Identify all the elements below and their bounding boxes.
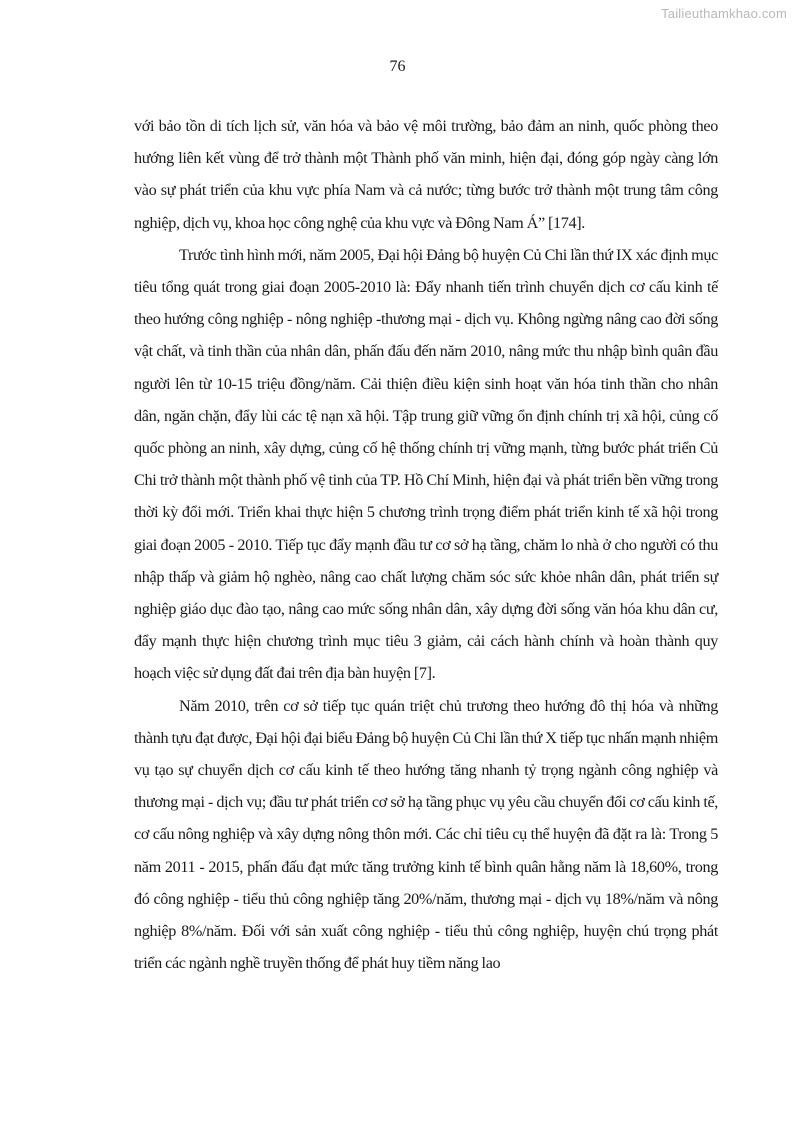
paragraph-2: Trước tình hình mới, năm 2005, Đại hội Đảng bộ huyện Củ Chi lần thứ IX xác định mục tiêu tổng quát trong giai đoạn 2005-2010 là: Đẩy nhanh tiến trình chuyển dịch cơ cấu kinh tế theo hướng công nghiệp - nông nghiệp -thương mại - dịch vụ. Không ngừng nâng cao đời sống vật chất, và tinh thần của nhân dân, phấn đấu đến năm 2010, nâng mức thu nhập bình quân đầu người lên từ 10-15 triệu đồng/năm. Cải thiện điều kiện sinh hoạt văn hóa tinh thần cho nhân dân, ngăn chặn, đẩy lùi các tệ nạn xã hội. Tập trung giữ vững ổn định chính trị xã hội, củng cố quốc phòng an ninh, xây dựng, củng cố hệ thống chính trị vững mạnh, từng bước phát triển Củ Chi trở thành một thành phố vệ tinh của TP. Hồ Chí Minh, hiện đại và phát triển bền vững trong thời kỳ đổi mới. Triển khai thực hiện 5 chương trình trọng điểm phát triển kinh tế xã hội trong giai đoạn 2005 - 2010. Tiếp tục đẩy mạnh đầu tư cơ sở hạ tầng, chăm lo nhà ở cho người có thu nhập thấp và giảm hộ nghèo, nâng cao chất lượng chăm sóc sức khỏe nhân dân, phát triển sự nghiệp giáo dục đào tạo, nâng cao mức sống nhân dân, xây dựng đời sống văn hóa khu dân cư, đẩy mạnh thực hiện chương trình mục tiêu 3 giảm, cải cách hành chính và hoàn thành quy hoạch việc sử dụng đất đai trên địa bàn huyện [7]. <box>134 245 718 683</box>
document-body <box>134 110 718 979</box>
watermark-text: Tailieuthamkhao.com <box>661 6 787 21</box>
page-number: 76 <box>389 58 406 75</box>
paragraph-3: Năm 2010, trên cơ sở tiếp tục quán triệt chủ trương theo hướng đô thị hóa và những thành tựu đạt được, Đại hội đại biểu Đảng bộ huyện Củ Chi lần thứ X tiếp tục nhấn mạnh nhiệm vụ tạo sự chuyển dịch cơ cấu kinh tế theo hướng tăng nhanh tỷ trọng ngành công nghiệp và thương mại - dịch vụ; đầu tư phát triển cơ sở hạ tầng phục vụ yêu cầu chuyển đổi cơ cấu kinh tế, cơ cấu nông nghiệp và xây dựng nông thôn mới. Các chỉ tiêu cụ thể huyện đã đặt ra là: Trong 5 năm 2011 - 2015, phấn đấu đạt mức tăng trưởng kinh tế bình quân hằng năm là 18,60%, trong đó công nghiệp - tiểu thủ công nghiệp tăng 20%/năm, thương mại - dịch vụ 18%/năm và nông nghiệp 8%/năm. Đối với sản xuất công nghiệp - tiểu thủ công nghiệp, huyện chú trọng phát triển các ngành nghề truyền thống để phát huy tiềm năng lao <box>134 696 718 973</box>
paragraph-1: với bảo tồn di tích lịch sử, văn hóa và bảo vệ môi trường, bảo đảm an ninh, quốc phòng theo hướng liên kết vùng để trở thành một Thành phố văn minh, hiện đại, đóng góp ngày càng lớn vào sự phát triển của khu vực phía Nam và cả nước; từng bước trở thành một trung tâm công nghiệp, dịch vụ, khoa học công nghệ của khu vực và Đông Nam Á” [174]. <box>134 117 718 232</box>
